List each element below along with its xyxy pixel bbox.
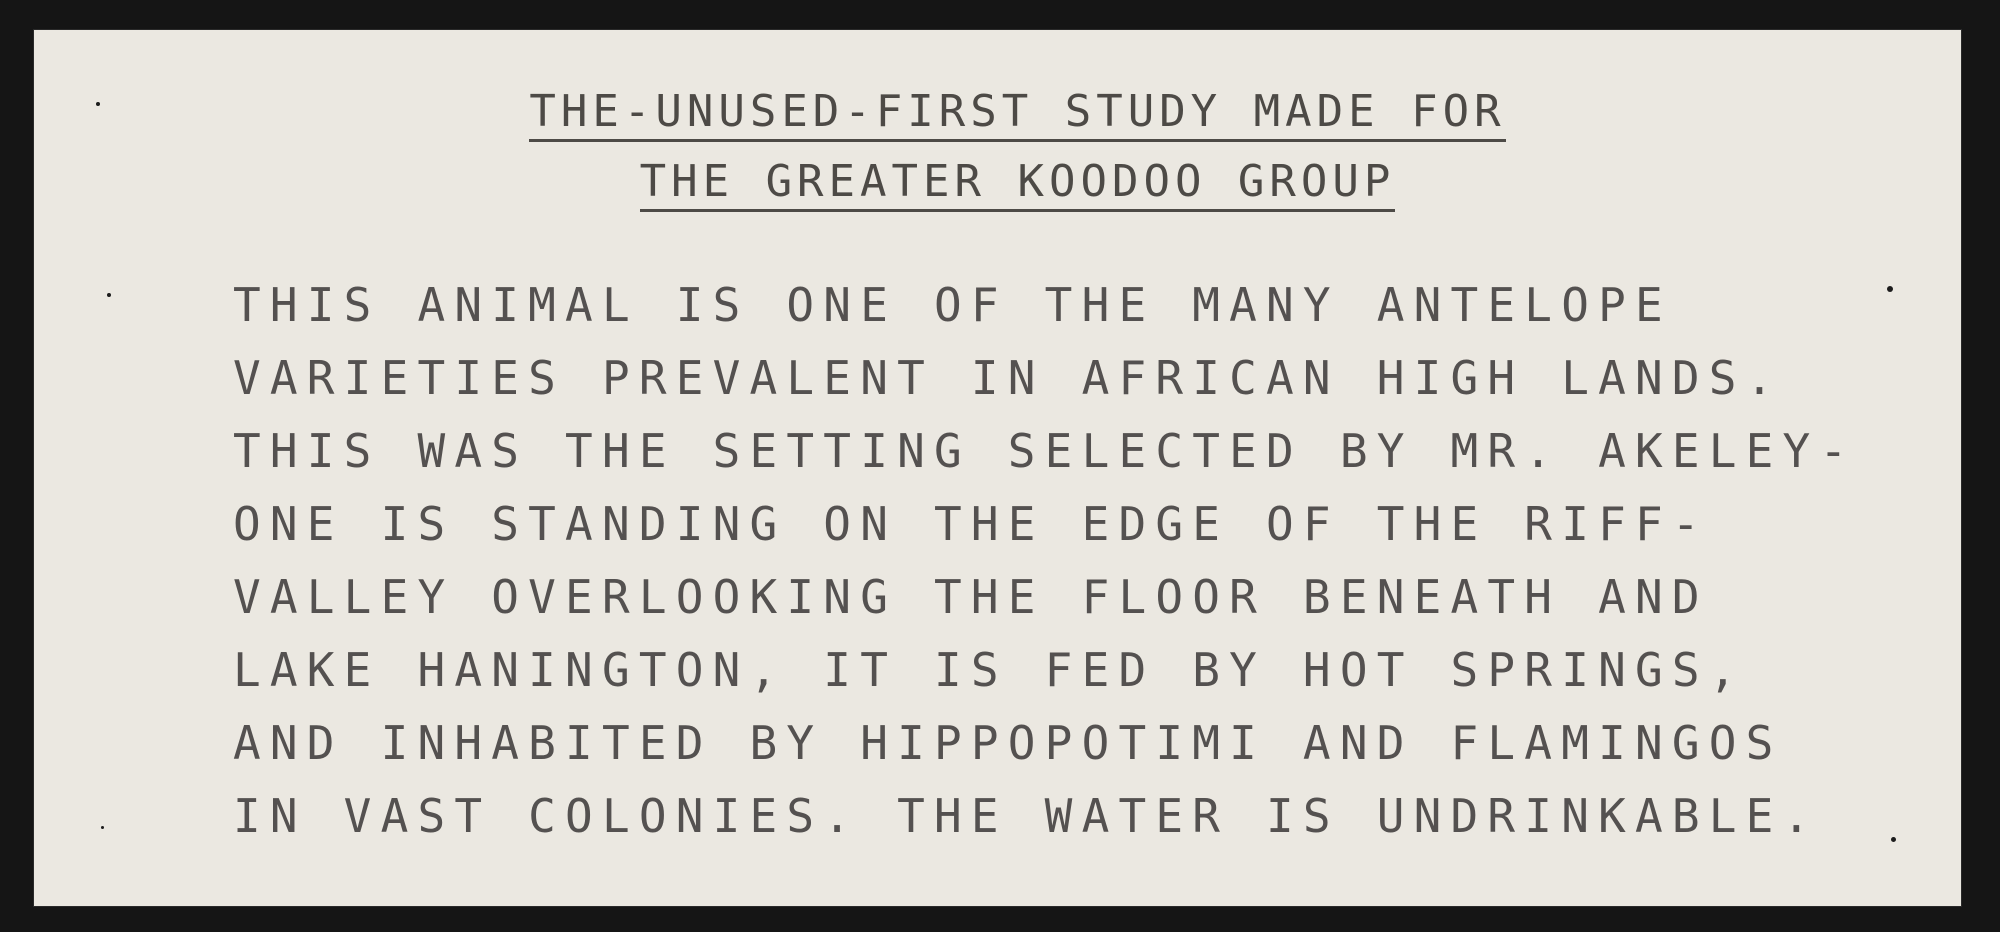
body-line: AND INHABITED BY HIPPOPOTIMI AND FLAMINGOS	[233, 716, 1783, 770]
body-line: IN VAST COLONIES. THE WATER IS UNDRINKABLE.	[233, 789, 1820, 843]
body-line: THIS ANIMAL IS ONE OF THE MANY ANTELOPE	[233, 278, 1672, 332]
body-line: VARIETIES PREVALENT IN AFRICAN HIGH LANDS.	[233, 351, 1783, 405]
body-text	[233, 269, 1856, 853]
paper-speck	[1887, 286, 1893, 292]
body-line: ONE IS STANDING ON THE EDGE OF THE RIFF-	[233, 497, 1709, 551]
title-line-1	[53, 86, 1982, 137]
paper-speck	[96, 102, 100, 106]
paper-speck	[107, 293, 111, 297]
paper-speck	[101, 826, 104, 829]
body-line: THIS WAS THE SETTING SELECTED BY MR. AKELEY-	[233, 424, 1857, 478]
title-line-2-text: THE GREATER KOODOO GROUP	[640, 156, 1396, 212]
title-line-2	[53, 156, 1982, 207]
paper-speck	[1891, 837, 1896, 842]
body-line: VALLEY OVERLOOKING THE FLOOR BENEATH AND	[233, 570, 1709, 624]
body-line: LAKE HANINGTON, IT IS FED BY HOT SPRINGS,	[233, 643, 1746, 697]
typed-card	[33, 29, 1962, 907]
title-line-1-text: THE-UNUSED-FIRST STUDY MADE FOR	[529, 86, 1505, 142]
